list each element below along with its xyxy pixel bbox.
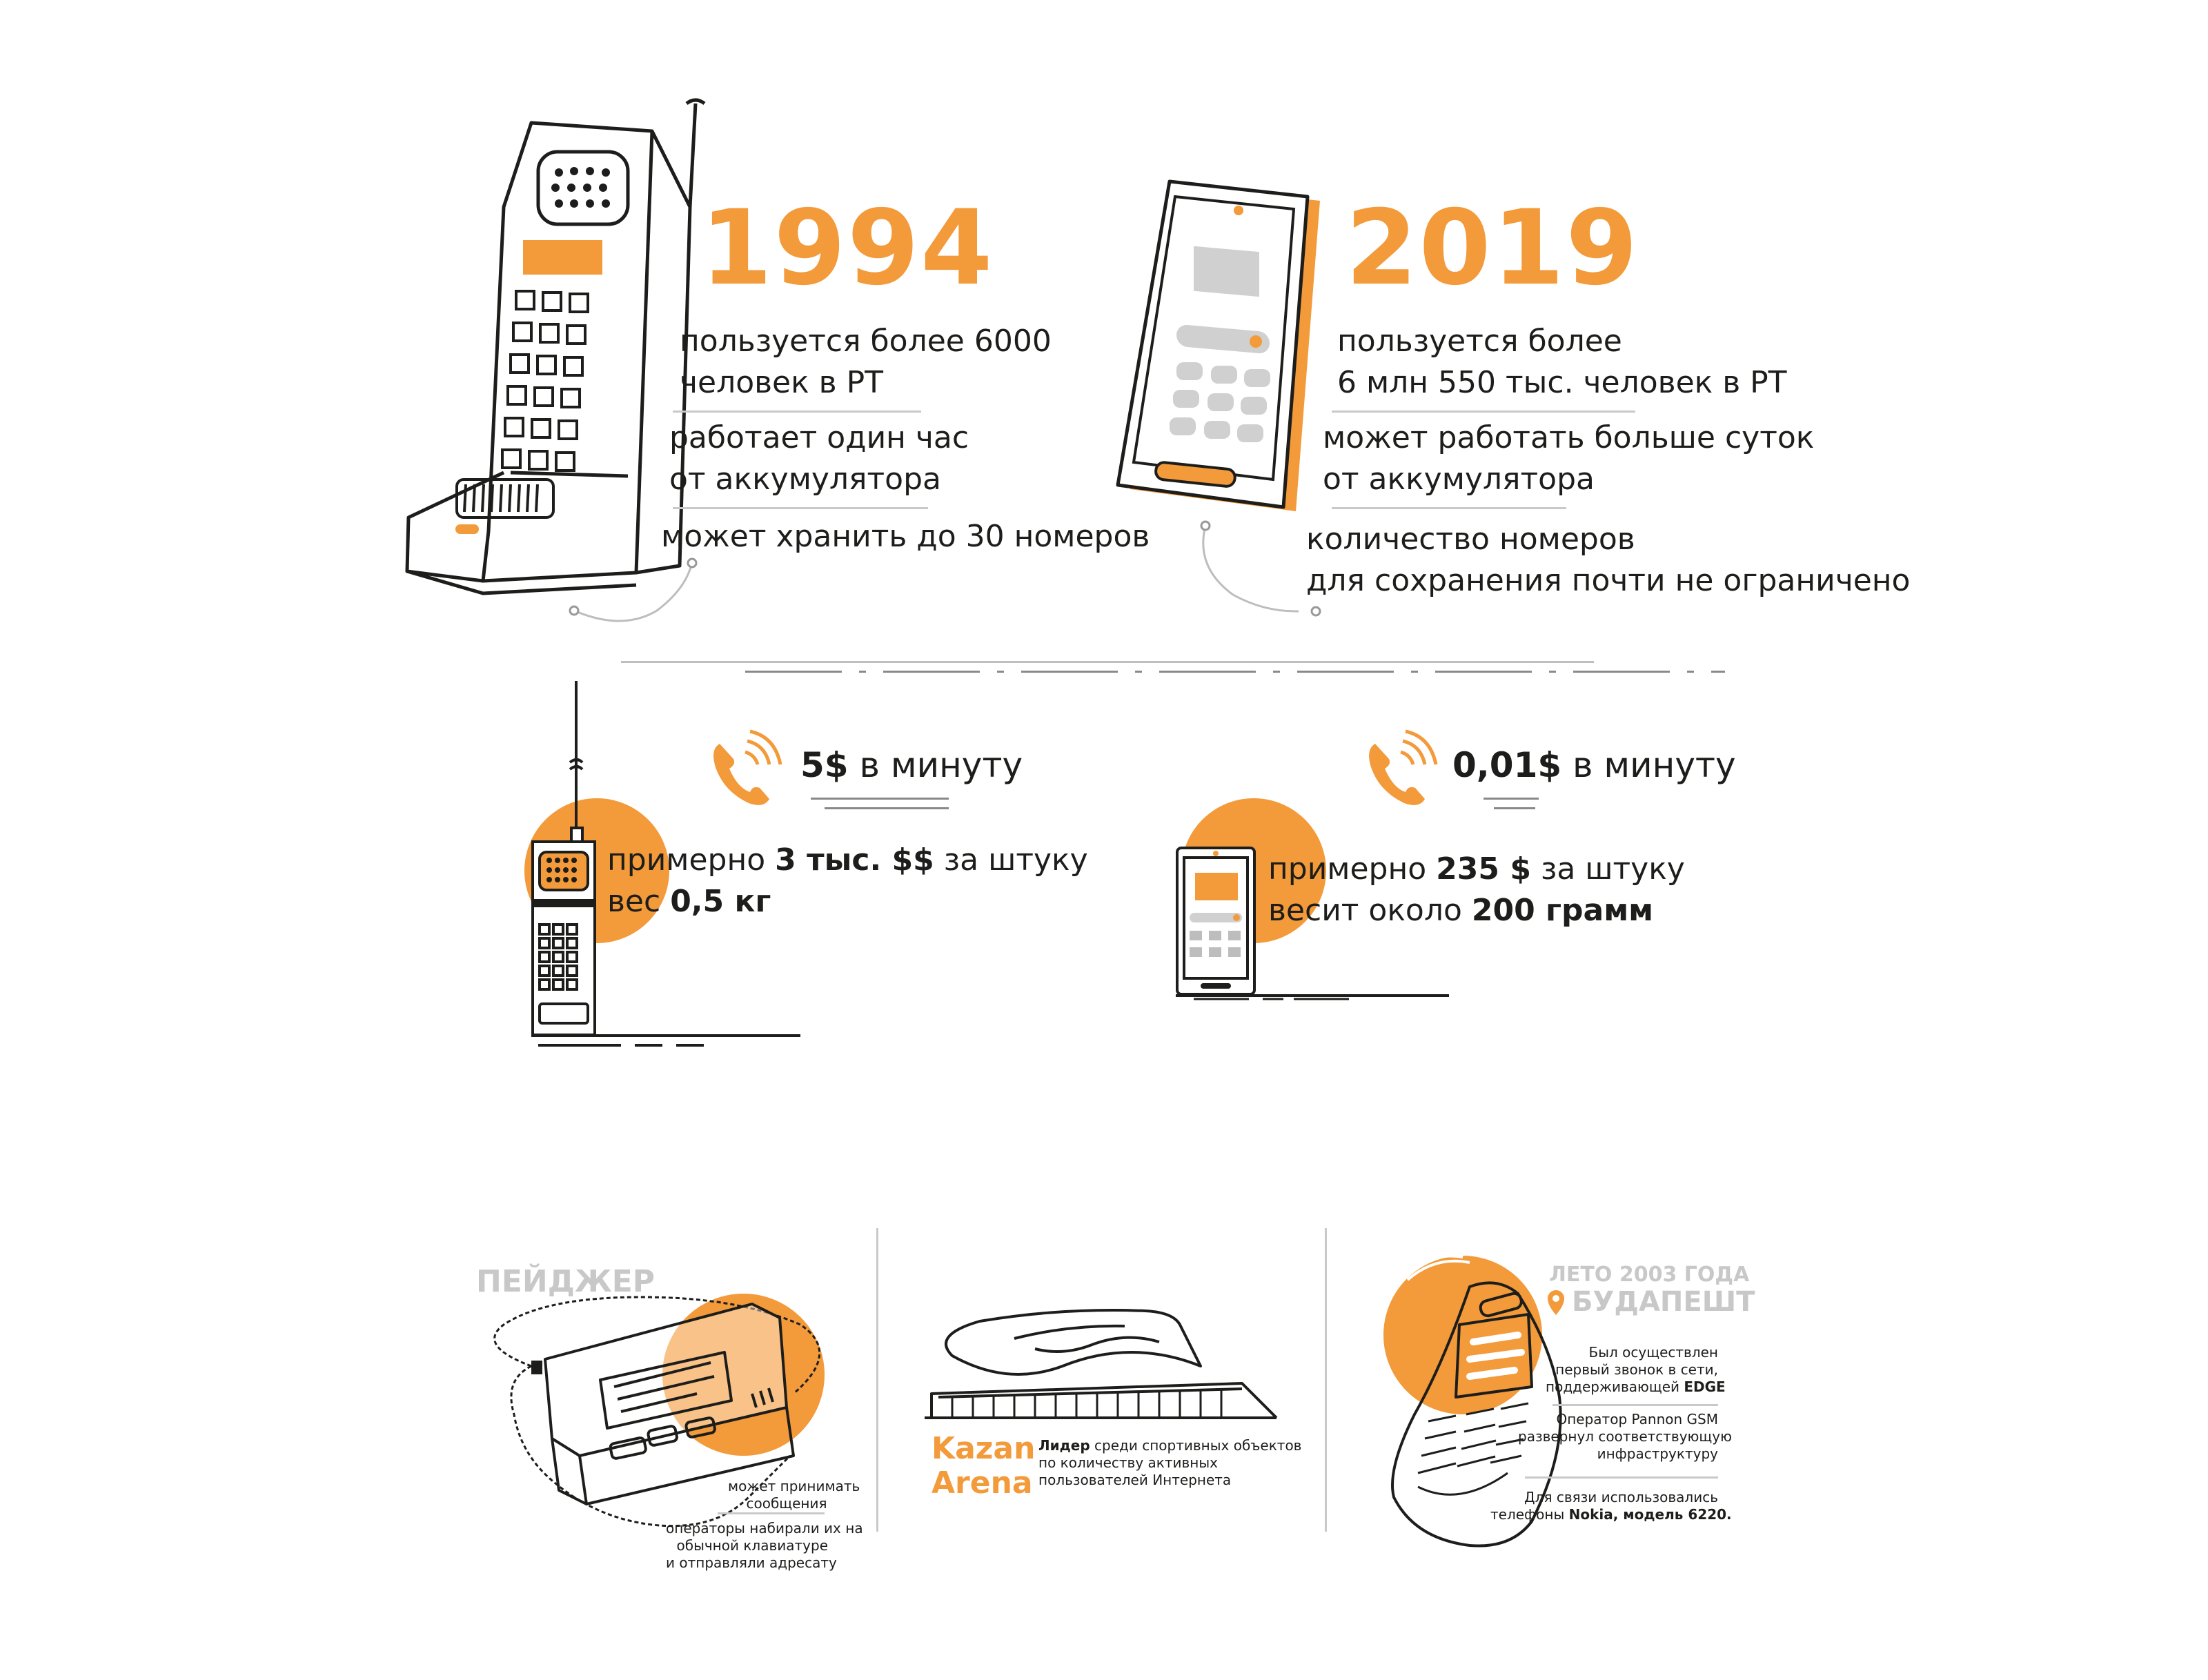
fact-battery-1994: работает один час bbox=[669, 420, 969, 455]
fact-battery-2019: может работать больше суток bbox=[1323, 420, 1815, 455]
edge-fact-2: Оператор Pannon GSM развернул соответствующую инфраструктуру bbox=[1518, 1411, 1732, 1462]
fact-battery-1994-b: от аккумулятора bbox=[669, 462, 941, 497]
edge-title: ЛЕТО 2003 ГОДА bbox=[1549, 1263, 1750, 1287]
edge-fact-3: Для связи использовались телефоны Nokia, модель 6220. bbox=[1490, 1489, 1732, 1523]
edge-fact-1: Был осуществлен первый звонок в сети, поддерживающей EDGE bbox=[1546, 1344, 1726, 1395]
fact-numbers-2019: количество номеров bbox=[1306, 522, 1635, 557]
phone-ringing-icon bbox=[1363, 731, 1432, 807]
phone-ringing-icon bbox=[707, 731, 776, 807]
year-1994: 1994 bbox=[700, 188, 994, 308]
pager-fact-1: может принимать сообщения bbox=[728, 1478, 860, 1512]
fact-users-2019: пользуется более bbox=[1337, 324, 1622, 359]
smartphone-icon bbox=[1101, 176, 1335, 521]
cost-1994: примерно 3 тыс. $$ за штуку bbox=[607, 842, 1088, 878]
fact-numbers-1994: может хранить до 30 номеров bbox=[661, 519, 1150, 554]
fact-users-1994: пользуется более 6000 bbox=[680, 324, 1052, 359]
weight-2019: весит около 200 грамм bbox=[1268, 893, 1654, 928]
call-price-1994: 5$ в минуту bbox=[800, 745, 1023, 785]
weight-1994: вес 0,5 кг bbox=[607, 884, 771, 919]
fact-users-1994-b: человек в РТ bbox=[680, 365, 884, 400]
call-price-2019: 0,01$ в минуту bbox=[1452, 745, 1736, 785]
fact-users-2019-b: 6 млн 550 тыс. человек в РТ bbox=[1337, 365, 1787, 400]
location-pin-icon bbox=[1546, 1289, 1566, 1316]
fact-numbers-2019-b: для сохранения почти не ограничено bbox=[1306, 563, 1911, 598]
connector-line bbox=[1197, 517, 1335, 621]
cost-2019: примерно 235 $ за штуку bbox=[1268, 851, 1685, 887]
pager-title: ПЕЙДЖЕР bbox=[476, 1264, 656, 1299]
pager-fact-2: операторы набирали их на обычной клавиатуре и отправляли адресату bbox=[666, 1520, 863, 1571]
arena-description: Лидер среди спортивных объектов по количеству активных пользователей Интернета bbox=[1038, 1437, 1302, 1488]
year-2019: 2019 bbox=[1346, 188, 1639, 308]
arena-name: Kazan Arena bbox=[931, 1431, 1036, 1501]
edge-city: БУДАПЕШТ bbox=[1572, 1286, 1755, 1318]
stadium-icon bbox=[925, 1307, 1283, 1432]
connector-line bbox=[566, 552, 704, 628]
fact-battery-2019-b: от аккумулятора bbox=[1323, 462, 1595, 497]
